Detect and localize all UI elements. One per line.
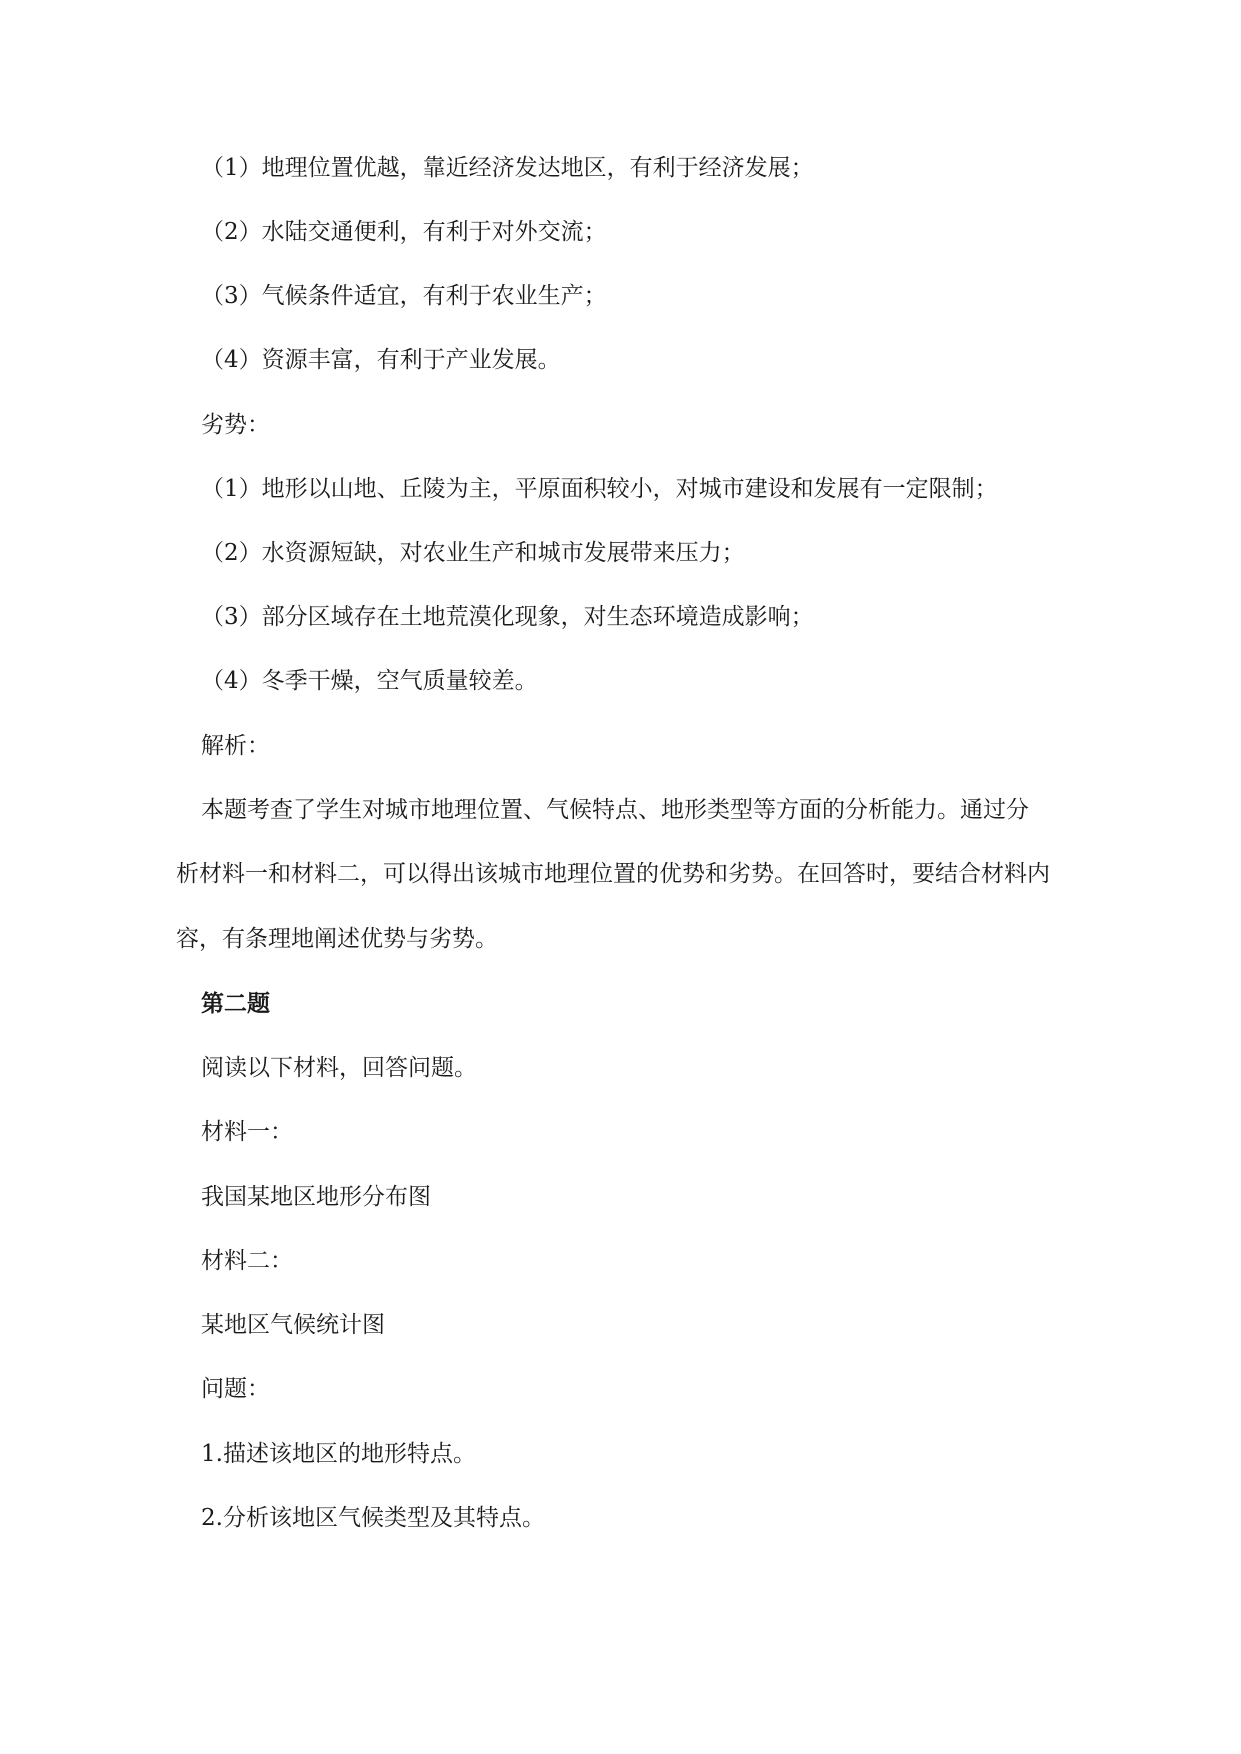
disadvantage-item-4: （4）冬季干燥，空气质量较差。: [201, 668, 538, 694]
advantage-item-1: （1）地理位置优越，靠近经济发达地区，有利于经济发展；: [201, 155, 814, 181]
questions-label: 问题：: [201, 1376, 270, 1402]
disadvantage-item-1: （1）地形以山地、丘陵为主，平原面积较小，对城市建设和发展有一定限制；: [201, 476, 998, 502]
analysis-line-3: 容，有条理地阐述优势与劣势。: [176, 926, 498, 952]
question-instruction: 阅读以下材料，回答问题。: [201, 1055, 477, 1081]
material1-label: 材料一：: [201, 1119, 293, 1145]
question-item-2: 2.分析该地区气候类型及其特点。: [201, 1505, 545, 1531]
disadvantage-item-3: （3）部分区域存在土地荒漠化现象，对生态环境造成影响；: [201, 604, 814, 630]
advantage-item-3: （3）气候条件适宜，有利于农业生产；: [201, 283, 607, 309]
question-item-1: 1.描述该地区的地形特点。: [201, 1441, 476, 1467]
analysis-line-2: 析材料一和材料二，可以得出该城市地理位置的优势和劣势。在回答时，要结合材料内: [176, 861, 1050, 887]
advantage-item-4: （4）资源丰富，有利于产业发展。: [201, 347, 561, 373]
disadvantage-item-2: （2）水资源短缺，对农业生产和城市发展带来压力；: [201, 540, 745, 566]
question-title: 第二题: [201, 991, 270, 1017]
material1-content: 我国某地区地形分布图: [201, 1184, 431, 1210]
analysis-line-1: 本题考查了学生对城市地理位置、气候特点、地形类型等方面的分析能力。通过分: [201, 797, 1029, 823]
advantage-item-2: （2）水陆交通便利，有利于对外交流；: [201, 219, 607, 245]
analysis-heading: 解析：: [201, 733, 270, 759]
material2-label: 材料二：: [201, 1248, 293, 1274]
material2-content: 某地区气候统计图: [201, 1312, 385, 1338]
disadvantages-heading: 劣势：: [201, 412, 270, 438]
